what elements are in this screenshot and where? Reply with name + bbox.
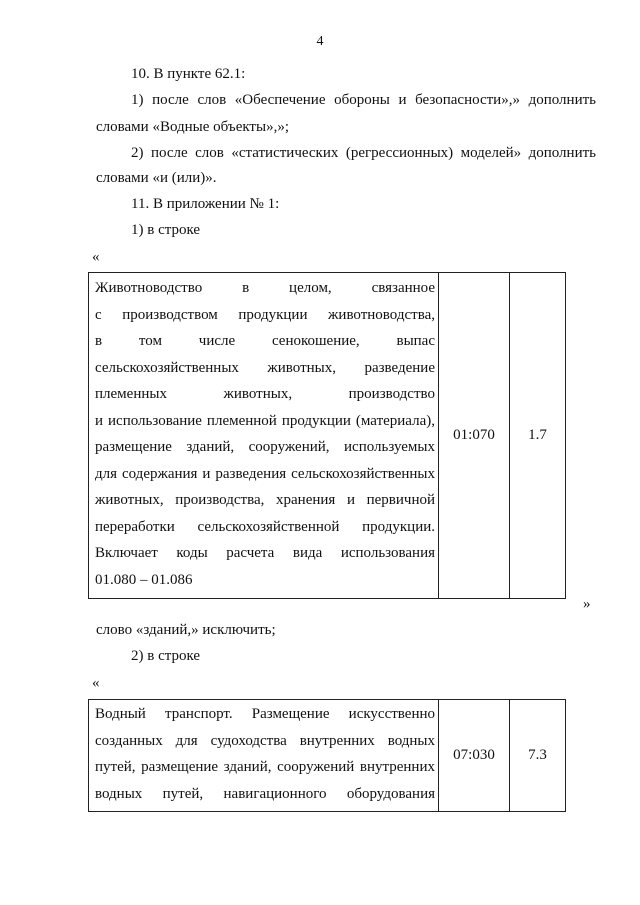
- close-quote-1: »: [583, 596, 591, 612]
- description-line: созданных для судоходства внутренних водных: [95, 732, 435, 749]
- item-11-sub2: 2) в строке: [131, 648, 201, 664]
- description-line: сельскохозяйственных животных, разведение: [95, 359, 435, 376]
- after-table-1-text: слово «зданий,» исключить;: [96, 622, 276, 638]
- description-line: Включает коды расчета вида использования: [95, 545, 435, 561]
- table-row-livestock: [88, 272, 566, 599]
- open-quote-2: «: [92, 675, 100, 691]
- description-line: и использование племенной продукции (материала),: [95, 412, 435, 429]
- description-cell: [89, 700, 439, 812]
- item-10-heading: 10. В пункте 62.1:: [131, 66, 246, 82]
- description-line: переработки сельскохозяйственной продукции.: [95, 518, 435, 535]
- description-line: размещение зданий, сооружений, используемых: [95, 439, 435, 455]
- item-10-sub2-line2: словами «и (или)».: [96, 170, 217, 186]
- description-line: Животноводство в целом, связанное: [95, 280, 435, 296]
- code-cell: 07:030: [439, 700, 510, 812]
- item-10-sub1-line1: 1) после слов «Обеспечение обороны и безопасности»,» дополнить: [131, 92, 596, 108]
- table-row-water-transport: [88, 699, 566, 812]
- description-cell: [89, 273, 439, 599]
- item-11-heading: 11. В приложении № 1:: [131, 196, 280, 212]
- description-line: 01.080 – 01.086: [95, 571, 193, 588]
- item-10-sub1-line2: словами «Водные объекты»,»;: [96, 119, 289, 135]
- code-cell: 01:070: [439, 273, 510, 599]
- index-cell: 7.3: [510, 700, 566, 812]
- item-10-sub2-line1: 2) после слов «статистических (регрессионных) моделей» дополнить: [131, 145, 596, 161]
- index-cell: 1.7: [510, 273, 566, 599]
- description-line: для содержания и разведения сельскохозяйственных: [95, 465, 435, 482]
- description-line: с производством продукции животноводства,: [95, 306, 435, 323]
- description-line: племенных животных, производство: [95, 386, 435, 402]
- description-line: водных путей, навигационного оборудования: [95, 785, 435, 802]
- item-11-sub1: 1) в строке: [131, 222, 201, 238]
- description-line: путей, размещение зданий, сооружений внутренних: [95, 759, 435, 775]
- description-line: в том числе сенокошение, выпас: [95, 333, 435, 349]
- open-quote-1: «: [92, 249, 100, 265]
- description-line: Водный транспорт. Размещение искусственно: [95, 706, 435, 722]
- description-line: животных, производства, хранения и первичной: [95, 492, 435, 508]
- page-number: 4: [316, 34, 324, 49]
